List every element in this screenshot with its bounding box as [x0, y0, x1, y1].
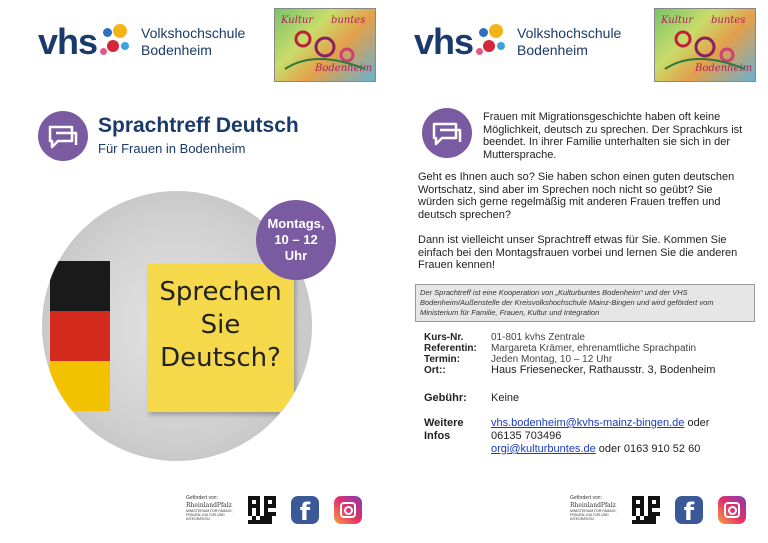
kulturbuntes-flowers-icon	[655, 9, 755, 81]
detail-label: Referentin:	[424, 343, 477, 354]
kulturbuntes-text-3: Bodenheim	[695, 63, 753, 74]
kulturbuntes-text-2: buntes	[331, 15, 366, 26]
funded-by-label: Gefördert von:	[186, 495, 218, 501]
funded-by-label: Gefördert von:	[570, 495, 602, 501]
vhs-email-link[interactable]: vhs.bodenheim@kvhs-mainz-bingen.de	[491, 417, 685, 429]
note-line: Sprechen	[159, 277, 282, 307]
school-name	[141, 25, 245, 59]
speech-bubble-icon	[38, 111, 88, 161]
phone-number: 06135 703496	[491, 430, 562, 442]
footer	[186, 495, 362, 525]
page-title: Sprachtreff Deutsch	[98, 114, 299, 137]
question-paragraph: Geht es Ihnen auch so? Sie haben schon einen guten deutschen Wortschatz, sind aber im Sprechen noch nicht so geübt? Sie würden sich gerne regelmäßig mit anderen Frauen treffen und deutsch sprechen?	[418, 171, 735, 221]
school-line-2: Bodenheim	[141, 42, 212, 58]
detail-row	[424, 332, 715, 343]
ministerium-name: MINISTERIUM FÜR FAMILIE, FRAUEN, KULTUR UND INTEGRATION	[186, 509, 233, 521]
footer	[570, 495, 746, 525]
course-details	[424, 332, 715, 376]
badge-line: 10 – 12	[274, 232, 318, 247]
instagram-icon[interactable]	[718, 496, 746, 524]
qr-code-icon[interactable]	[248, 496, 276, 524]
note-line: Deutsch?	[160, 343, 281, 373]
contact-row	[424, 417, 709, 456]
kulturbuntes-text-3: Bodenheim	[315, 63, 373, 74]
sticky-note	[147, 264, 294, 412]
school-line-2: Bodenheim	[517, 42, 588, 58]
contact-values	[491, 417, 709, 456]
badge-line: Montags,	[267, 216, 325, 231]
kulturbuntes-email-link[interactable]: orgi@kulturbuntes.de	[491, 443, 596, 455]
right-page	[384, 0, 768, 543]
vhs-logo	[414, 22, 621, 62]
vhs-logo	[38, 22, 245, 62]
schedule-badge	[256, 200, 336, 280]
detail-value: Haus Friesenecker, Rathausstr. 3, Bodenheim	[491, 364, 716, 376]
or-phone-text: oder 0163 910 52 60	[595, 443, 701, 455]
detail-label: Ort::	[424, 365, 446, 376]
rlp-logo	[570, 495, 620, 525]
german-flag-icon	[50, 261, 110, 411]
kulturbuntes-logo	[274, 8, 376, 82]
vhs-dots-icon	[99, 22, 133, 62]
detail-value: Margareta Krämer, ehrenamtliche Sprachpatin	[491, 343, 697, 354]
fee-value: Keine	[491, 392, 520, 404]
vhs-wordmark: vhs	[414, 21, 474, 62]
contact-label	[424, 417, 491, 456]
facebook-icon[interactable]: f	[291, 496, 319, 524]
qr-code-icon[interactable]	[632, 496, 660, 524]
badge-line: Uhr	[284, 248, 308, 263]
detail-row	[424, 365, 715, 376]
vhs-dots-icon	[475, 22, 509, 62]
intro-paragraph: Frauen mit Migrationsgeschichte haben oft keine Möglichkeit, deutsch zu sprechen. Der Sprachkurs ist beendet. In ihrer Familie unterhalten sie sich in der Muttersprache.	[483, 111, 743, 161]
note-line: Sie	[200, 310, 241, 340]
rlp-name: RheinlandPfalz	[570, 502, 616, 509]
rlp-logo	[186, 495, 236, 525]
facebook-icon[interactable]: f	[675, 496, 703, 524]
speech-bubble-icon	[422, 108, 472, 158]
detail-label: Kurs-Nr.	[424, 332, 464, 343]
school-name	[517, 25, 621, 59]
rlp-name: RheinlandPfalz	[186, 502, 232, 509]
kulturbuntes-flowers-icon	[275, 9, 375, 81]
detail-label: Termin:	[424, 354, 460, 365]
cooperation-box: Der Sprachtreff ist eine Kooperation von „Kulturbuntes Bodenheim“ und der VHS Bodenheim/Außenstelle der Kreisvolkshochschule Mainz-Bingen und wird gefördert vom Ministerium für Familie, Frauen, Kultur und Integration	[415, 284, 755, 322]
school-line-1: Volkshochschule	[517, 25, 622, 41]
invitation-paragraph: Dann ist vielleicht unser Sprachtreff etwas für Sie. Kommen Sie einfach bei den Montagsfrauen vorbei und lernen Sie die anderen Frauen kennen!	[418, 234, 738, 271]
instagram-icon[interactable]	[334, 496, 362, 524]
ministerium-name: MINISTERIUM FÜR FAMILIE, FRAUEN, KULTUR UND INTEGRATION	[570, 509, 617, 521]
or-text: oder	[684, 417, 710, 429]
vhs-wordmark: vhs	[38, 21, 98, 62]
detail-row	[424, 343, 715, 354]
detail-value: Jeden Montag, 10 – 12 Uhr	[491, 354, 613, 365]
kulturbuntes-text-1: Kultur	[281, 15, 314, 26]
kulturbuntes-text-2: buntes	[711, 15, 746, 26]
kulturbuntes-logo	[654, 8, 756, 82]
contact-label-2: Infos	[424, 430, 451, 442]
detail-value: 01-801 kvhs Zentrale	[491, 332, 585, 343]
school-line-1: Volkshochschule	[141, 25, 246, 41]
contact-label-1: Weitere	[424, 417, 464, 429]
fee-label: Gebühr:	[424, 392, 467, 404]
page-subtitle: Für Frauen in Bodenheim	[98, 141, 246, 156]
fee-row	[424, 392, 519, 404]
kulturbuntes-text-1: Kultur	[661, 15, 694, 26]
